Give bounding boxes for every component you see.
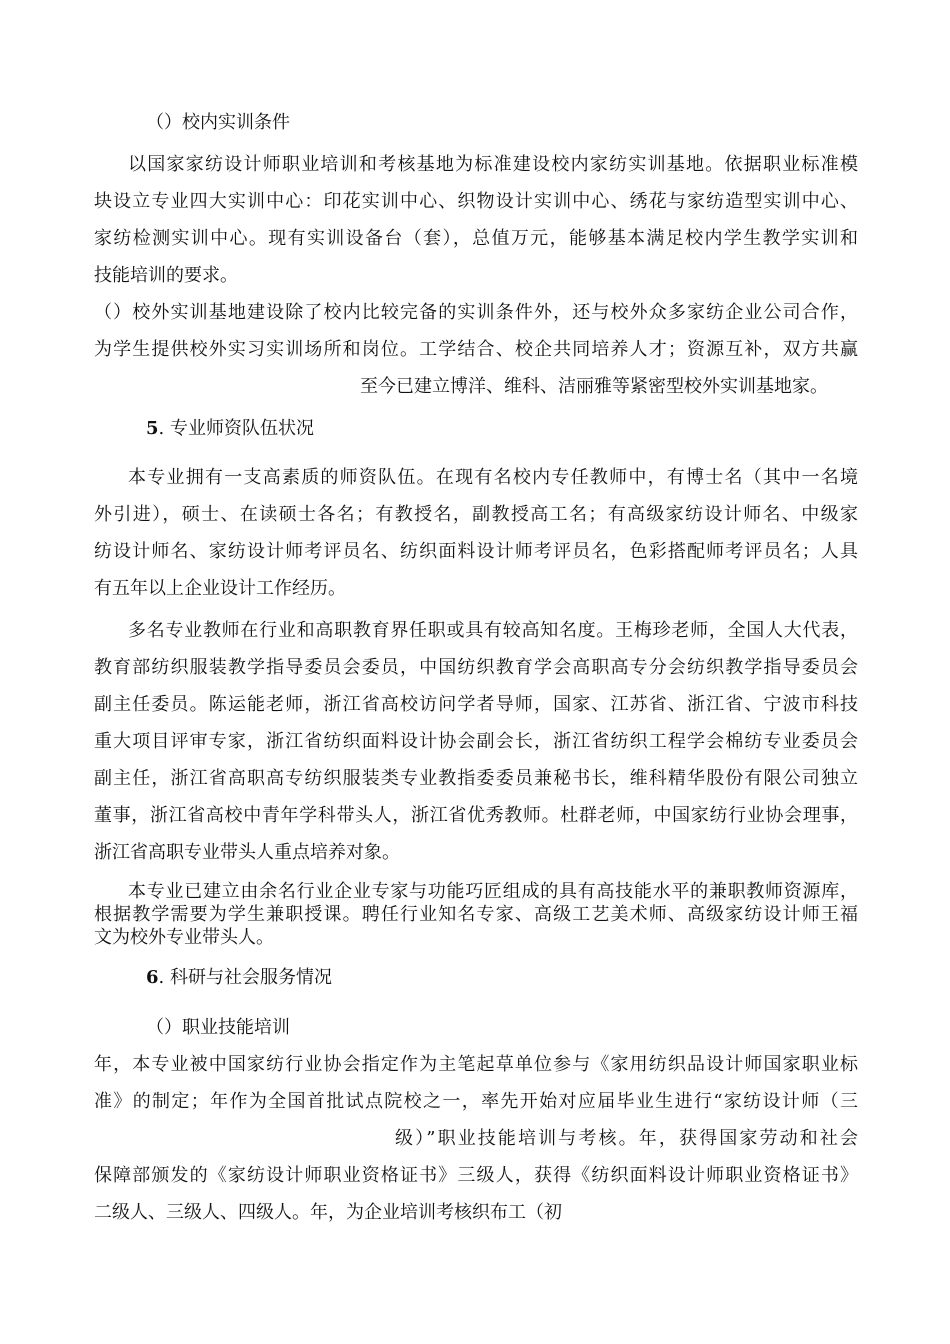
paragraph-line: 二级人、三级人、四级人。年，为企业培训考核织布工（初: [94, 1202, 562, 1223]
paragraph-line: 浙江省高职专业带头人重点培养对象。: [94, 842, 400, 863]
paragraph-line: 级）”职业技能培训与考核。年，获得国家劳动和社会: [395, 1128, 858, 1149]
heading-campus-training: （）校内实训条件: [146, 112, 290, 133]
paragraph-line: 文为校外专业带头人。: [94, 927, 274, 948]
heading-number: 6: [146, 967, 159, 988]
heading-faculty: [146, 417, 314, 441]
paragraph-line: 准》的制定；年作为全国首批试点院校之一，率先开始对应届毕业生进行“家纺设计师（三: [94, 1091, 858, 1112]
paragraph-line: 至今已建立博洋、维科、洁丽雅等紧密型校外实训基地家。: [360, 376, 828, 397]
paragraph-line: 纺设计师名、家纺设计师考评员名、纺织面料设计师考评员名，色彩搭配师考评员名；人具: [94, 541, 858, 562]
paragraph-line: 保障部颁发的《家纺设计师职业资格证书》三级人，获得《纺织面料设计师职业资格证书》: [94, 1165, 858, 1186]
paragraph-line: 重大项目评审专家，浙江省纺织面料设计协会副会长，浙江省纺织工程学会棉纺专业委员会: [94, 731, 858, 752]
paragraph-line: 本专业拥有一支高素质的师资队伍。在现有名校内专任教师中，有博士名（其中一名境: [128, 467, 858, 488]
heading-research-service: [146, 966, 332, 990]
paragraph-line: 副主任，浙江省高职高专纺织服装类专业教指委委员兼秘书长，维科精华股份有限公司独立: [94, 768, 858, 789]
paragraph-line: 以国家家纺设计师职业培训和考核基地为标准建设校内家纺实训基地。依据职业标准模: [128, 154, 858, 175]
paragraph-line: 根据教学需要为学生兼职授课。聘任行业知名专家、高级工艺美术师、高级家纺设计师王福: [94, 904, 858, 925]
paragraph-line: 为学生提供校外实习实训场所和岗位。工学结合、校企共同培养人才；资源互补，双方共赢: [94, 339, 858, 360]
paragraph-line: 块设立专业四大实训中心：印花实训中心、织物设计实训中心、绣花与家纺造型实训中心、: [94, 191, 858, 212]
paragraph-line: 外引进），硕士、在读硕士各名；有教授名，副教授高工名；有高级家纺设计师名、中级家: [94, 504, 858, 525]
paragraph-line: 技能培训的要求。: [94, 265, 238, 286]
paragraph-line: 董事，浙江省高校中青年学科带头人，浙江省优秀教师。杜群老师，中国家纺行业协会理事，: [94, 805, 858, 826]
paragraph-line: 年，本专业被中国家纺行业协会指定作为主笔起草单位参与《家用纺织品设计师国家职业标: [94, 1054, 858, 1075]
paragraph-line: 多名专业教师在行业和高职教育界任职或具有较高知名度。王梅珍老师，全国人大代表，: [128, 620, 858, 641]
paragraph-line: 家纺检测实训中心。现有实训设备台（套），总值万元，能够基本满足校内学生教学实训和: [94, 228, 858, 249]
heading-skill-training: （）职业技能培训: [146, 1017, 290, 1038]
paragraph-line: 教育部纺织服装教学指导委员会委员，中国纺织教育学会高职高专分会纺织教学指导委员会: [94, 657, 858, 678]
paragraph-line: 有五年以上企业设计工作经历。: [94, 578, 346, 599]
paragraph-line: （）校外实训基地建设除了校内比较完备的实训条件外，还与校外众多家纺企业公司合作，: [94, 302, 858, 323]
paragraph-line: 副主任委员。陈运能老师，浙江省高校访问学者导师，国家、江苏省、浙江省、宁波市科技: [94, 694, 858, 715]
paragraph-line: 本专业已建立由余名行业企业专家与功能巧匠组成的具有高技能水平的兼职教师资源库，: [128, 881, 858, 902]
heading-number: 5: [146, 418, 159, 439]
heading-title: . 专业师资队伍状况: [158, 418, 314, 439]
heading-title: . 科研与社会服务情况: [158, 967, 332, 988]
